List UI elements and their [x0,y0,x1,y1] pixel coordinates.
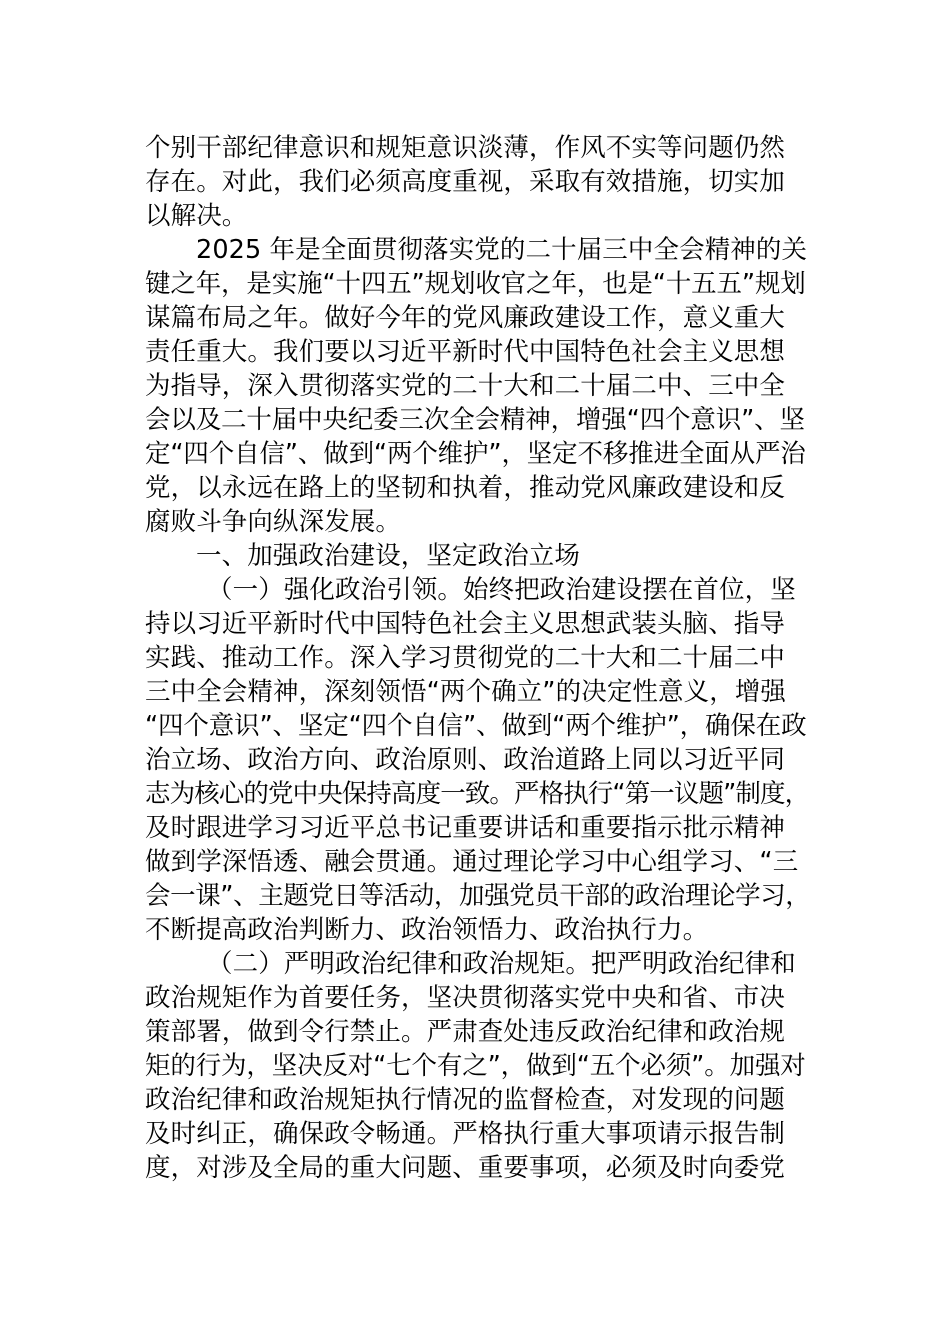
text-line: 政治纪律和政治规矩执行情况的监督检查，对发现的问题 [145,1085,786,1115]
paragraph-start-line: 2025 年是全面贯彻落实党的二十届三中全会精神的关 [196,235,808,265]
text-line: 度，对涉及全局的重大问题、重要事项，必须及时向委党 [145,1153,786,1183]
text-line: 责任重大。我们要以习近平新时代中国特色社会主义思想 [145,337,786,367]
text-line: 实践、推动工作。深入学习贯彻党的二十大和二十届二中 [145,643,786,673]
text-line: 及时纠正，确保政令畅通。严格执行重大事项请示报告制 [145,1119,786,1149]
text-line: 以解决。 [145,201,248,231]
text-line: 键之年，是实施“十四五”规划收官之年，也是“十五五”规划 [145,269,806,299]
text-line: 做到学深悟透、融会贯通。通过理论学习中心组学习、“三 [145,847,799,877]
paragraph-start-line: （一）强化政治引领。始终把政治建设摆在首位，坚 [207,575,796,605]
text-line: “四个意识”、坚定“四个自信”、做到“两个维护”，确保在政 [145,711,807,741]
section-heading: 一、加强政治建设，坚定政治立场 [196,541,581,571]
text-line: 及时跟进学习习近平总书记重要讲话和重要指示批示精神 [145,813,786,843]
text-line: 矩的行为，坚决反对“七个有之”，做到“五个必须”。加强对 [145,1051,806,1081]
text-line: 政治规矩作为首要任务，坚决贯彻落实党中央和省、市决 [145,983,786,1013]
text-line: 个别干部纪律意识和规矩意识淡薄，作风不实等问题仍然 [145,133,786,163]
text-line: 谋篇布局之年。做好今年的党风廉政建设工作，意义重大 [145,303,786,333]
text-line: 治立场、政治方向、政治原则、政治道路上同以习近平同 [145,745,786,775]
text-line: 党，以永远在路上的坚韧和执着，推动党风廉政建设和反 [145,473,786,503]
text-line: 会以及二十届中央纪委三次全会精神，增强“四个意识”、坚 [145,405,805,435]
document-body [145,131,810,1185]
text-line: 存在。对此，我们必须高度重视，采取有效措施，切实加 [145,167,786,197]
text-line: 策部署，做到令行禁止。严肃查处违反政治纪律和政治规 [145,1017,786,1047]
text-line: 不断提高政治判断力、政治领悟力、政治执行力。 [145,915,709,945]
text-line: 持以习近平新时代中国特色社会主义思想武装头脑、指导 [145,609,786,639]
text-line: 会一课”、主题党日等活动，加强党员干部的政治理论学习， [145,881,811,911]
text-line: 定“四个自信”、做到“两个维护”，坚定不移推进全面从严治 [145,439,806,469]
text-line: 三中全会精神，深刻领悟“两个确立”的决定性意义，增强 [145,677,787,707]
text-line: 为指导，深入贯彻落实党的二十大和二十届二中、三中全 [145,371,786,401]
text-line: 志为核心的党中央保持高度一致。严格执行“第一议题”制度， [145,779,810,809]
text-line: 腐败斗争向纵深发展。 [145,507,402,537]
paragraph-start-line: （二）严明政治纪律和政治规矩。把严明政治纪律和 [207,949,796,979]
